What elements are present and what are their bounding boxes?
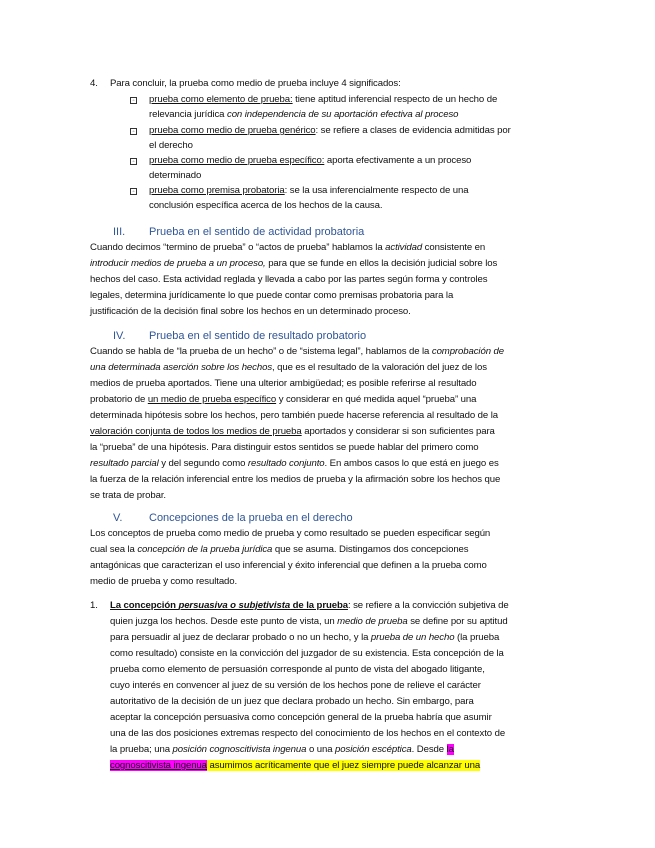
paragraph-line: como resultado) consiste en la convicción del juzgador de su existencia. Esta concepción de la [110,648,504,659]
paragraph-line: para persuadir al juez de declarar probado o no un hecho, y la prueba de un hecho (la prueba [110,632,500,643]
paragraph-line: medios de prueba aportados. Tiene una ulterior ambigüedad; es posible referirse al resultado [90,378,477,389]
paragraph-line: hechos del caso. Esta actividad reglada y llevada a cabo por las partes según forma y controles [90,274,488,285]
paragraph-line: aceptar la concepción persuasiva como concepción general de la prueba habría que asumir [110,712,492,723]
paragraph-line [110,758,480,774]
paragraph-line: la prueba; una posición cognoscitivista ingenua o una posición escéptica. Desde la [110,744,454,755]
square-bullet-icon: ▫ [130,128,137,135]
paragraph-line: medio de prueba y como resultado. [90,576,238,587]
bullet-3-line-2: determinado [149,170,202,181]
paragraph-line: valoración conjunta de todos los medios de prueba aportados y considerar si son suficientes para [90,426,495,437]
section-heading: Concepciones de la prueba en el derecho [149,512,353,524]
list-number: 4. [90,78,98,89]
paragraph-line: la fuerza de la relación inferencial entre los medios de prueba y la afirmación sobre los hechos que [90,474,501,485]
paragraph-line: Los conceptos de prueba como medio de prueba y como resultado se pueden especificar según [90,528,491,539]
paragraph-line: una de las dos posiciones extremas respecto del conocimiento de los hechos en el contexto de [110,728,506,739]
paragraph-line: legales, determina jurídicamente lo que puede contar como premisas probatoria para la [90,290,454,301]
section-number: V. [113,512,123,524]
magenta-highlight: la [446,744,454,755]
square-bullet-icon: ▫ [130,97,137,104]
paragraph-line: Cuando se habla de “la prueba de un hecho” o de “sistema legal”, hablamos de la comprobación de [90,346,504,357]
paragraph-line: se trata de probar. [90,490,166,501]
section-number: IV. [113,330,126,342]
paragraph-line: Cuando decimos “termino de prueba” o “actos de prueba” hablamos la actividad consistente en [90,242,486,253]
paragraph-line: La concepción persuasiva o subjetivista de la prueba: se refiere a la convicción subjetiva de [110,600,509,611]
paragraph-line: antagónicas que caracterizan el uso inferencial y éxito inferencial que definen a la prueba como [90,560,487,571]
bullet-2-line-1: prueba como medio de prueba genérico: se refiere a clases de evidencia admitidas por [149,125,511,136]
list-number: 1. [90,600,98,611]
bullet-1-line-1: prueba como elemento de prueba: tiene aptitud inferencial respecto de un hecho de [149,94,498,105]
magenta-highlight: cognoscitivista ingenua [110,760,207,771]
section-heading: Prueba en el sentido de resultado probatorio [149,330,367,342]
paragraph-line: determinada hipótesis sobre los hechos, pero también puede hacerse referencia al resultado de la [90,410,498,421]
bullet-1-line-2: relevancia jurídica con independencia de su aportación efectiva al proceso [149,109,459,120]
yellow-highlight: asumimos acríticamente que el juez siempre puede alcanzar una [206,760,481,771]
section-heading: Prueba en el sentido de actividad probatoria [149,226,365,238]
paragraph-line: resultado parcial y del segundo como resultado conjunto. En ambos casos lo que está en juego es [90,458,499,469]
list-intro: Para concluir, la prueba como medio de prueba incluye 4 significados: [110,78,401,89]
square-bullet-icon: ▫ [130,158,137,165]
paragraph-line: prueba como elemento de persuasión corresponde al punto de vista del abogado litigante, [110,664,485,675]
paragraph-line: la “prueba” de una hipótesis. Para distinguir estos sentidos se puede hablar del primero como [90,442,479,453]
paragraph-line: cual sea la concepción de la prueba jurídica que se asuma. Distingamos dos concepciones [90,544,469,555]
paragraph-line: justificación de la decisión final sobre los hechos en un determinado proceso. [90,306,411,317]
paragraph-line: quien juzga los hechos. Desde este punto de vista, un medio de prueba se define por su aptitud [110,616,508,627]
paragraph-line: introducir medios de prueba a un proceso, para que se funde en ellos la decisión judicial sobre los [90,258,498,269]
bullet-4-line-1: prueba como premisa probatoria: se la usa inferencialmente respecto de una [149,185,469,196]
paragraph-line: autoritativo de la decisión de un juez que declara probado un hecho. Sin embargo, para [110,696,474,707]
paragraph-line: una determinada aserción sobre los hechos, que es el resultado de la valoración del juez de los [90,362,487,373]
bullet-2-line-2: el derecho [149,140,193,151]
paragraph-line: cuyo interés en convencer al juez de su versión de los hechos pone de relieve el carácter [110,680,481,691]
paragraph-line: probatorio de un medio de prueba específico y considerar en qué medida aquel “prueba” una [90,394,477,405]
bullet-3-line-1: prueba como medio de prueba específico: aporta efectivamente a un proceso [149,155,472,166]
square-bullet-icon: ▫ [130,188,137,195]
section-number: III. [113,226,126,238]
bullet-4-line-2: conclusión específica acerca de los hechos de la causa. [149,200,383,211]
